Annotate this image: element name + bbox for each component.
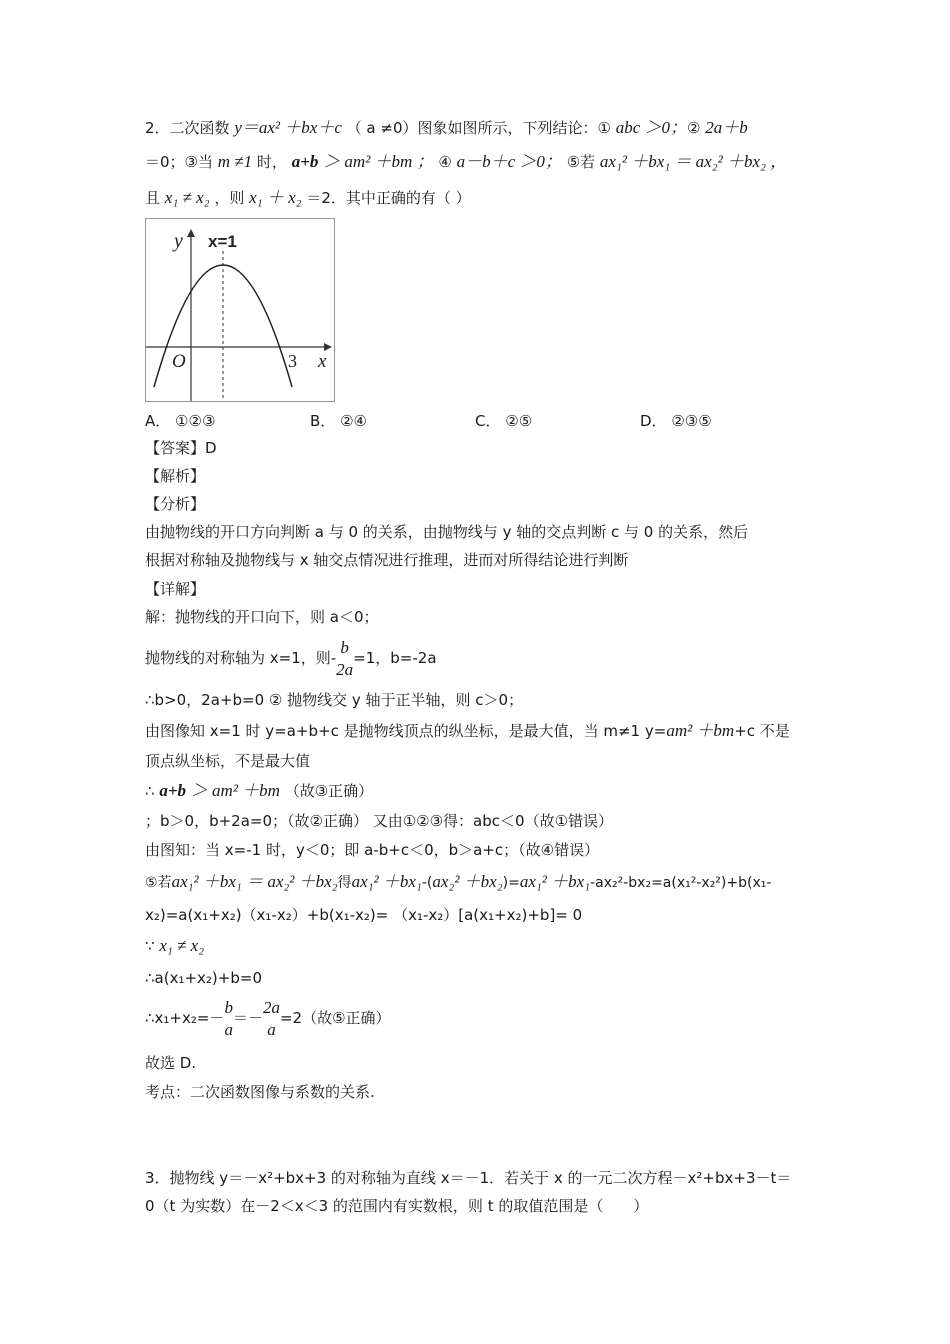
y-axis-label: y: [174, 230, 183, 252]
solution-math: x₁ ≠ x₂: [159, 936, 205, 955]
option-b: [310, 410, 367, 431]
option-c: [475, 410, 532, 431]
option-text: ①②③: [175, 412, 216, 430]
option-letter: B．: [310, 412, 336, 430]
q2-math: a+b: [291, 152, 319, 171]
q2-math: ＞ am² ＋bm ；: [323, 152, 434, 171]
solution-text: ∴: [145, 782, 155, 800]
conclusion-4-marker: ④: [438, 153, 452, 171]
option-text: ②③⑤: [671, 412, 712, 430]
option-letter: D．: [640, 412, 667, 430]
q2-text: ＝0；③当: [145, 153, 213, 171]
solution-math: ax₁² ＋bx₁: [519, 872, 591, 891]
solution-math: ＞ am² ＋bm: [190, 781, 280, 800]
solution-line-12: ∴a(x₁+x₂)+b=0: [145, 969, 262, 987]
solution-text: -ax₂²-bx₂=a(x₁²-x₂²)+b(x₁-: [590, 875, 772, 891]
numerator: 2a: [262, 997, 280, 1017]
option-d: [640, 410, 712, 431]
solution-text: 得: [337, 875, 352, 891]
solution-line-13: [145, 996, 391, 1041]
solution-text: ∴x₁+x₂=－: [145, 1009, 225, 1027]
q3-line-1: 3．抛物线 y＝－x²+bx+3 的对称轴为直线 x＝－1．若关于 x 的一元二次方程－x²+bx+3－t＝: [145, 1169, 792, 1187]
origin-label: O: [172, 351, 186, 372]
detail-heading: 【详解】: [145, 580, 206, 598]
option-a: [145, 410, 215, 431]
conclusion-2-marker: ②: [687, 119, 701, 137]
solution-text: ⑤若: [145, 875, 172, 891]
conclusion-5-marker: ⑤若: [566, 153, 596, 171]
question-number: 2．: [145, 119, 170, 137]
parabola-svg: [146, 219, 334, 401]
solution-line-11: [145, 936, 204, 956]
fenxi-line-2: 根据对称轴及抛物线与 x 轴交点情况进行推理，进而对所得结论进行判断: [145, 551, 629, 569]
conclusion-1: abc ＞0；: [615, 118, 688, 137]
denominator: a: [267, 1019, 276, 1039]
solution-math: am² ＋bm: [666, 721, 735, 740]
fenxi-heading: 【分析】: [145, 495, 206, 513]
option-letter: A．: [145, 412, 171, 430]
q2-text: ，则: [214, 189, 245, 207]
conclusion-4: a－b＋c ＞0；: [456, 152, 562, 171]
q2-stem: 二次函数: [169, 119, 230, 137]
conclusion-1-marker: ①: [597, 119, 611, 137]
option-letter: C．: [475, 412, 501, 430]
solution-text: -(: [421, 875, 433, 891]
solution-text: 抛物线的对称轴为 x=1，则-: [145, 649, 337, 667]
solution-line-4: [145, 721, 790, 741]
option-text: ②⑤: [505, 412, 533, 430]
numerator: b: [340, 637, 349, 657]
q2-text: ＝2．其中正确的有（ ）: [306, 189, 471, 207]
solution-line-6: [145, 781, 373, 801]
solution-text: ＝－: [232, 1009, 263, 1027]
analysis-heading: 【解析】: [145, 467, 206, 485]
fenxi-line-1: 由抛物线的开口方向判断 a 与 0 的关系，由抛物线与 y 轴的交点判断 c 与 0 的关系，然后: [145, 523, 749, 541]
solution-text: （故③正确）: [284, 782, 374, 800]
denominator: a: [224, 1019, 233, 1039]
fraction-b-over-2a: [336, 637, 353, 681]
solution-line-10: x₂)=a(x₁+x₂)（x₁-x₂）+b(x₁-x₂)= （x₁-x₂）[a(x₁+x₂)+b]= 0: [145, 906, 583, 924]
q2-line-1: [145, 118, 748, 138]
conclusion-2: 2a＋b: [705, 118, 748, 137]
x-axis-label: x: [318, 351, 327, 372]
solution-line-9: [145, 872, 771, 893]
q2-line-3: [145, 188, 471, 208]
fraction-b-over-a: [224, 997, 233, 1041]
answer: 【答案】D: [145, 439, 217, 457]
q3-line-2: 0（t 为实数）在－2＜x＜3 的范围内有实数根，则 t 的取值范围是（ ）: [145, 1197, 649, 1215]
solution-line-1: 解：抛物线的开口向下，则 a＜0；: [145, 608, 379, 626]
q2-text: 且: [145, 189, 161, 207]
solution-math: ax₁² ＋bx₁ ＝ ax₂² ＋bx₂: [171, 872, 338, 891]
q2-condition: （ a ≠0）图象如图所示，下列结论：: [346, 119, 598, 137]
q2-function: y＝ax² ＋bx＋c: [234, 118, 342, 137]
solution-line-2: [145, 636, 437, 681]
solution-math: a+b: [159, 781, 187, 800]
solution-math: ax₁² ＋bx₁: [351, 872, 422, 891]
solution-text: )=: [502, 875, 520, 891]
q2-line-2: [145, 152, 787, 172]
solution-text: =2（故⑤正确）: [279, 1009, 391, 1027]
parabola-graph: [145, 218, 335, 402]
denominator: 2a: [336, 659, 354, 679]
numerator: b: [224, 997, 233, 1017]
option-text: ②④: [340, 412, 367, 430]
conclusion-5: ax₁² ＋bx₁ ＝ ax₂² ＋bx₂ ，: [599, 152, 788, 171]
solution-line-5: 顶点纵坐标，不是最大值: [145, 752, 311, 770]
solution-text: 由图像知 x=1 时 y=a+b+c 是抛物线顶点的纵坐标，是最大值，当 m≠1 y=: [145, 722, 667, 740]
solution-math: ax₂² ＋bx₂: [432, 872, 503, 891]
solution-line-7: ；b＞0，b+2a=0；（故②正确） 又由①②③得：abc＜0（故①错误）: [145, 812, 614, 830]
q2-math: x₁ ＋ x₂: [249, 188, 302, 207]
q2-text: 时，: [256, 153, 287, 171]
solution-text: =1，b=-2a: [353, 649, 437, 667]
solution-line-8: 由图知：当 x=-1 时，y＜0；即 a-b+c＜0，b＞a+c；（故④错误）: [145, 841, 600, 859]
solution-text: +c 不是: [734, 722, 790, 740]
q2-math: x₁ ≠ x₂: [164, 188, 210, 207]
x-tick-3: 3: [288, 351, 297, 371]
solution-line-15: 考点：二次函数图像与系数的关系.: [145, 1083, 375, 1101]
fraction-2a-over-a: [263, 997, 280, 1041]
q2-math: m ≠1: [217, 152, 253, 171]
solution-line-3: ∴b>0，2a+b=0 ② 抛物线交 y 轴于正半轴，则 c＞0；: [145, 691, 524, 709]
symmetry-axis-label: x=1: [208, 232, 237, 251]
solution-line-14: 故选 D.: [145, 1054, 197, 1072]
solution-text: ∵: [145, 937, 155, 955]
